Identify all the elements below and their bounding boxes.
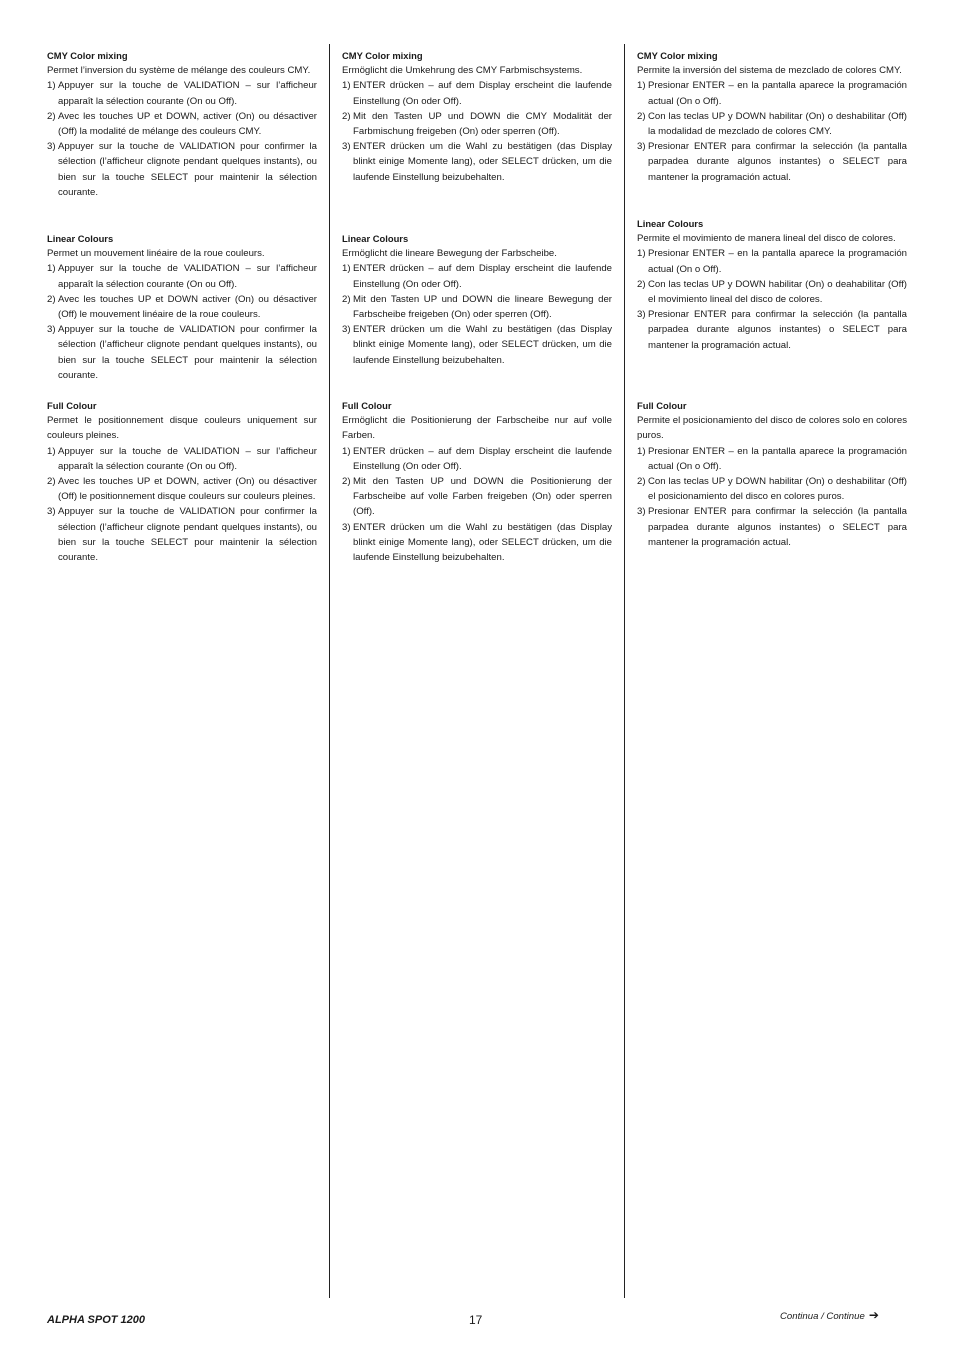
step: 3) Presionar ENTER para confirmar la selección (la pantalla parpadea durante algunos instantes) o SELECT para mantener la programación actual.	[637, 141, 907, 183]
step: 2) Con las teclas UP y DOWN habilitar (On) o deshabilitar (Off) la modalidad de mezclado de colores CMY.	[637, 110, 907, 138]
step: 3) Presionar ENTER para confirmar la selección (la pantalla parpadea durante algunos instantes) o SELECT para mantener la programación actual.	[637, 309, 907, 351]
step: 2) Mit den Tasten UP und DOWN die Positionierung der Farbscheibe auf volle Farben freigeben (On) oder sperren (Off).	[342, 476, 612, 518]
column-divider	[624, 44, 625, 1298]
section-description: Permet le positionnement disque couleurs uniquement sur couleurs pleines.	[47, 415, 317, 442]
step: 1) ENTER drücken – auf dem Display erscheint die laufende Einstellung (On oder Off).	[342, 445, 612, 472]
step: 1) Appuyer sur la touche de VALIDATION – sur l’afficheur apparaît la sélection courante (On ou Off).	[47, 80, 317, 107]
section-cmy-color-mixing	[342, 48, 612, 185]
step: 3) Appuyer sur la touche de VALIDATION pour confirmer la sélection (l’afficheur clignote pendant quelques instants), ou bien sur la touche SELECT pour maintenir la sélection courante.	[47, 324, 317, 381]
step: 1) Presionar ENTER – en la pantalla aparece la programación actual (On o Off).	[637, 248, 907, 275]
step: 3) Presionar ENTER para confirmar la selección (la pantalla parpadea durante algunos instantes) o SELECT para mantener la programación actual.	[637, 506, 907, 548]
section-title: Linear Colours	[637, 218, 704, 229]
section-title: Full Colour	[637, 400, 687, 411]
step: 3) Appuyer sur la touche de VALIDATION pour confirmer la sélection (l’afficheur clignote pendant quelques instants), ou bien sur la touche SELECT pour maintenir la sélection courante.	[47, 141, 317, 198]
step: 2) Con las teclas UP y DOWN habilitar (On) o deshabilitar (Off) el posicionamiento del disco en colores puros.	[637, 476, 907, 503]
section-title: Linear Colours	[47, 233, 114, 244]
section-title: Full Colour	[342, 400, 392, 411]
section-linear-colours	[342, 231, 612, 368]
section-title: Linear Colours	[342, 233, 409, 244]
step: 3) ENTER drücken um die Wahl zu bestätigen (das Display blinkt einige Momente lang), oder SELECT drücken, um die laufende Einstellung beizubehalten.	[342, 324, 612, 366]
section-title: CMY Color mixing	[47, 50, 128, 61]
section-description: Ermöglicht die Umkehrung des CMY Farbmischsystems.	[342, 65, 583, 77]
step: 2) Mit den Tasten UP und DOWN die lineare Bewegung der Farbscheibe freigeben (On) oder sperren (Off).	[342, 293, 612, 321]
column-divider	[329, 44, 330, 1298]
section-full-colour	[342, 398, 612, 565]
section-description: Ermöglicht die Positionierung der Farbscheibe nur auf volle Farben.	[342, 415, 612, 442]
section-description: Permet un mouvement linéaire de la roue couleurs.	[47, 248, 265, 260]
step: 1) Presionar ENTER – en la pantalla aparece la programación actual (On o Off).	[637, 80, 907, 107]
step: 1) Appuyer sur la touche de VALIDATION – sur l’afficheur apparaît la sélection courante (On ou Off).	[47, 445, 317, 472]
section-title: CMY Color mixing	[342, 50, 423, 61]
section-description: Permite la inversión del sistema de mezclado de colores CMY.	[637, 65, 902, 77]
section-description: Ermöglicht die lineare Bewegung der Farbscheibe.	[342, 248, 557, 260]
section-full-colour	[47, 398, 317, 565]
step: 3) ENTER drücken um die Wahl zu bestätigen (das Display blinkt einige Momente lang), oder SELECT drücken, um die laufende Einstellung beizubehalten.	[342, 141, 612, 183]
section-cmy-color-mixing	[637, 48, 907, 185]
section-linear-colours	[637, 216, 907, 353]
page-number: 17	[469, 1313, 483, 1327]
arrow-right-icon: ➔	[868, 1308, 879, 1322]
step: 1) ENTER drücken – auf dem Display erscheint die laufende Einstellung (On oder Off).	[342, 80, 612, 107]
section-linear-colours	[47, 231, 317, 383]
section-description: Permet l’inversion du système de mélange des couleurs CMY.	[47, 65, 311, 77]
step: 2) Avec les touches UP et DOWN, activer (On) ou désactiver (Off) le positionnement disque couleurs sur couleurs pleines.	[47, 476, 317, 503]
product-name: ALPHA SPOT 1200	[47, 1314, 146, 1326]
section-full-colour	[637, 398, 907, 550]
step: 3) ENTER drücken um die Wahl zu bestätigen (das Display blinkt einige Momente lang), oder SELECT drücken, um die laufende Einstellung beizubehalten.	[342, 521, 612, 564]
section-title: CMY Color mixing	[637, 50, 718, 61]
continue-label: Continua / Continue	[780, 1311, 865, 1322]
step: 1) Appuyer sur la touche de VALIDATION – sur l’afficheur apparaît la sélection courante (On ou Off).	[47, 263, 317, 290]
step: 2) Avec les touches UP et DOWN, activer (On) ou désactiver (Off) la modalité de mélange des couleurs CMY.	[47, 110, 317, 138]
step: 1) ENTER drücken – auf dem Display erscheint die laufende Einstellung (On oder Off).	[342, 263, 612, 290]
step: 2) Con las teclas UP y DOWN habilitar (On) o deahabilitar (Off) el movimiento lineal del disco de colores.	[637, 278, 907, 306]
section-description: Permite el posicionamiento del disco de colores solo en colores puros.	[637, 415, 907, 442]
section-description: Permite el movimiento de manera lineal del disco de colores.	[637, 233, 896, 245]
step: 1) Presionar ENTER – en la pantalla aparece la programación actual (On o Off).	[637, 445, 907, 472]
section-cmy-color-mixing	[47, 48, 317, 200]
section-title: Full Colour	[47, 400, 97, 411]
step: 3) Appuyer sur la touche de VALIDATION pour confirmer la sélection (l’afficheur clignote pendant quelques instants), ou bien sur la touche SELECT pour maintenir la sélection courante.	[47, 506, 317, 564]
step: 2) Mit den Tasten UP und DOWN die CMY Modalität der Farbmischung freigeben (On) oder sperren (Off).	[342, 110, 612, 138]
continue-note	[780, 1308, 879, 1322]
step: 2) Avec les touches UP et DOWN activer (On) ou désactiver (Off) le mouvement linéaire de la roue couleurs.	[47, 293, 317, 321]
